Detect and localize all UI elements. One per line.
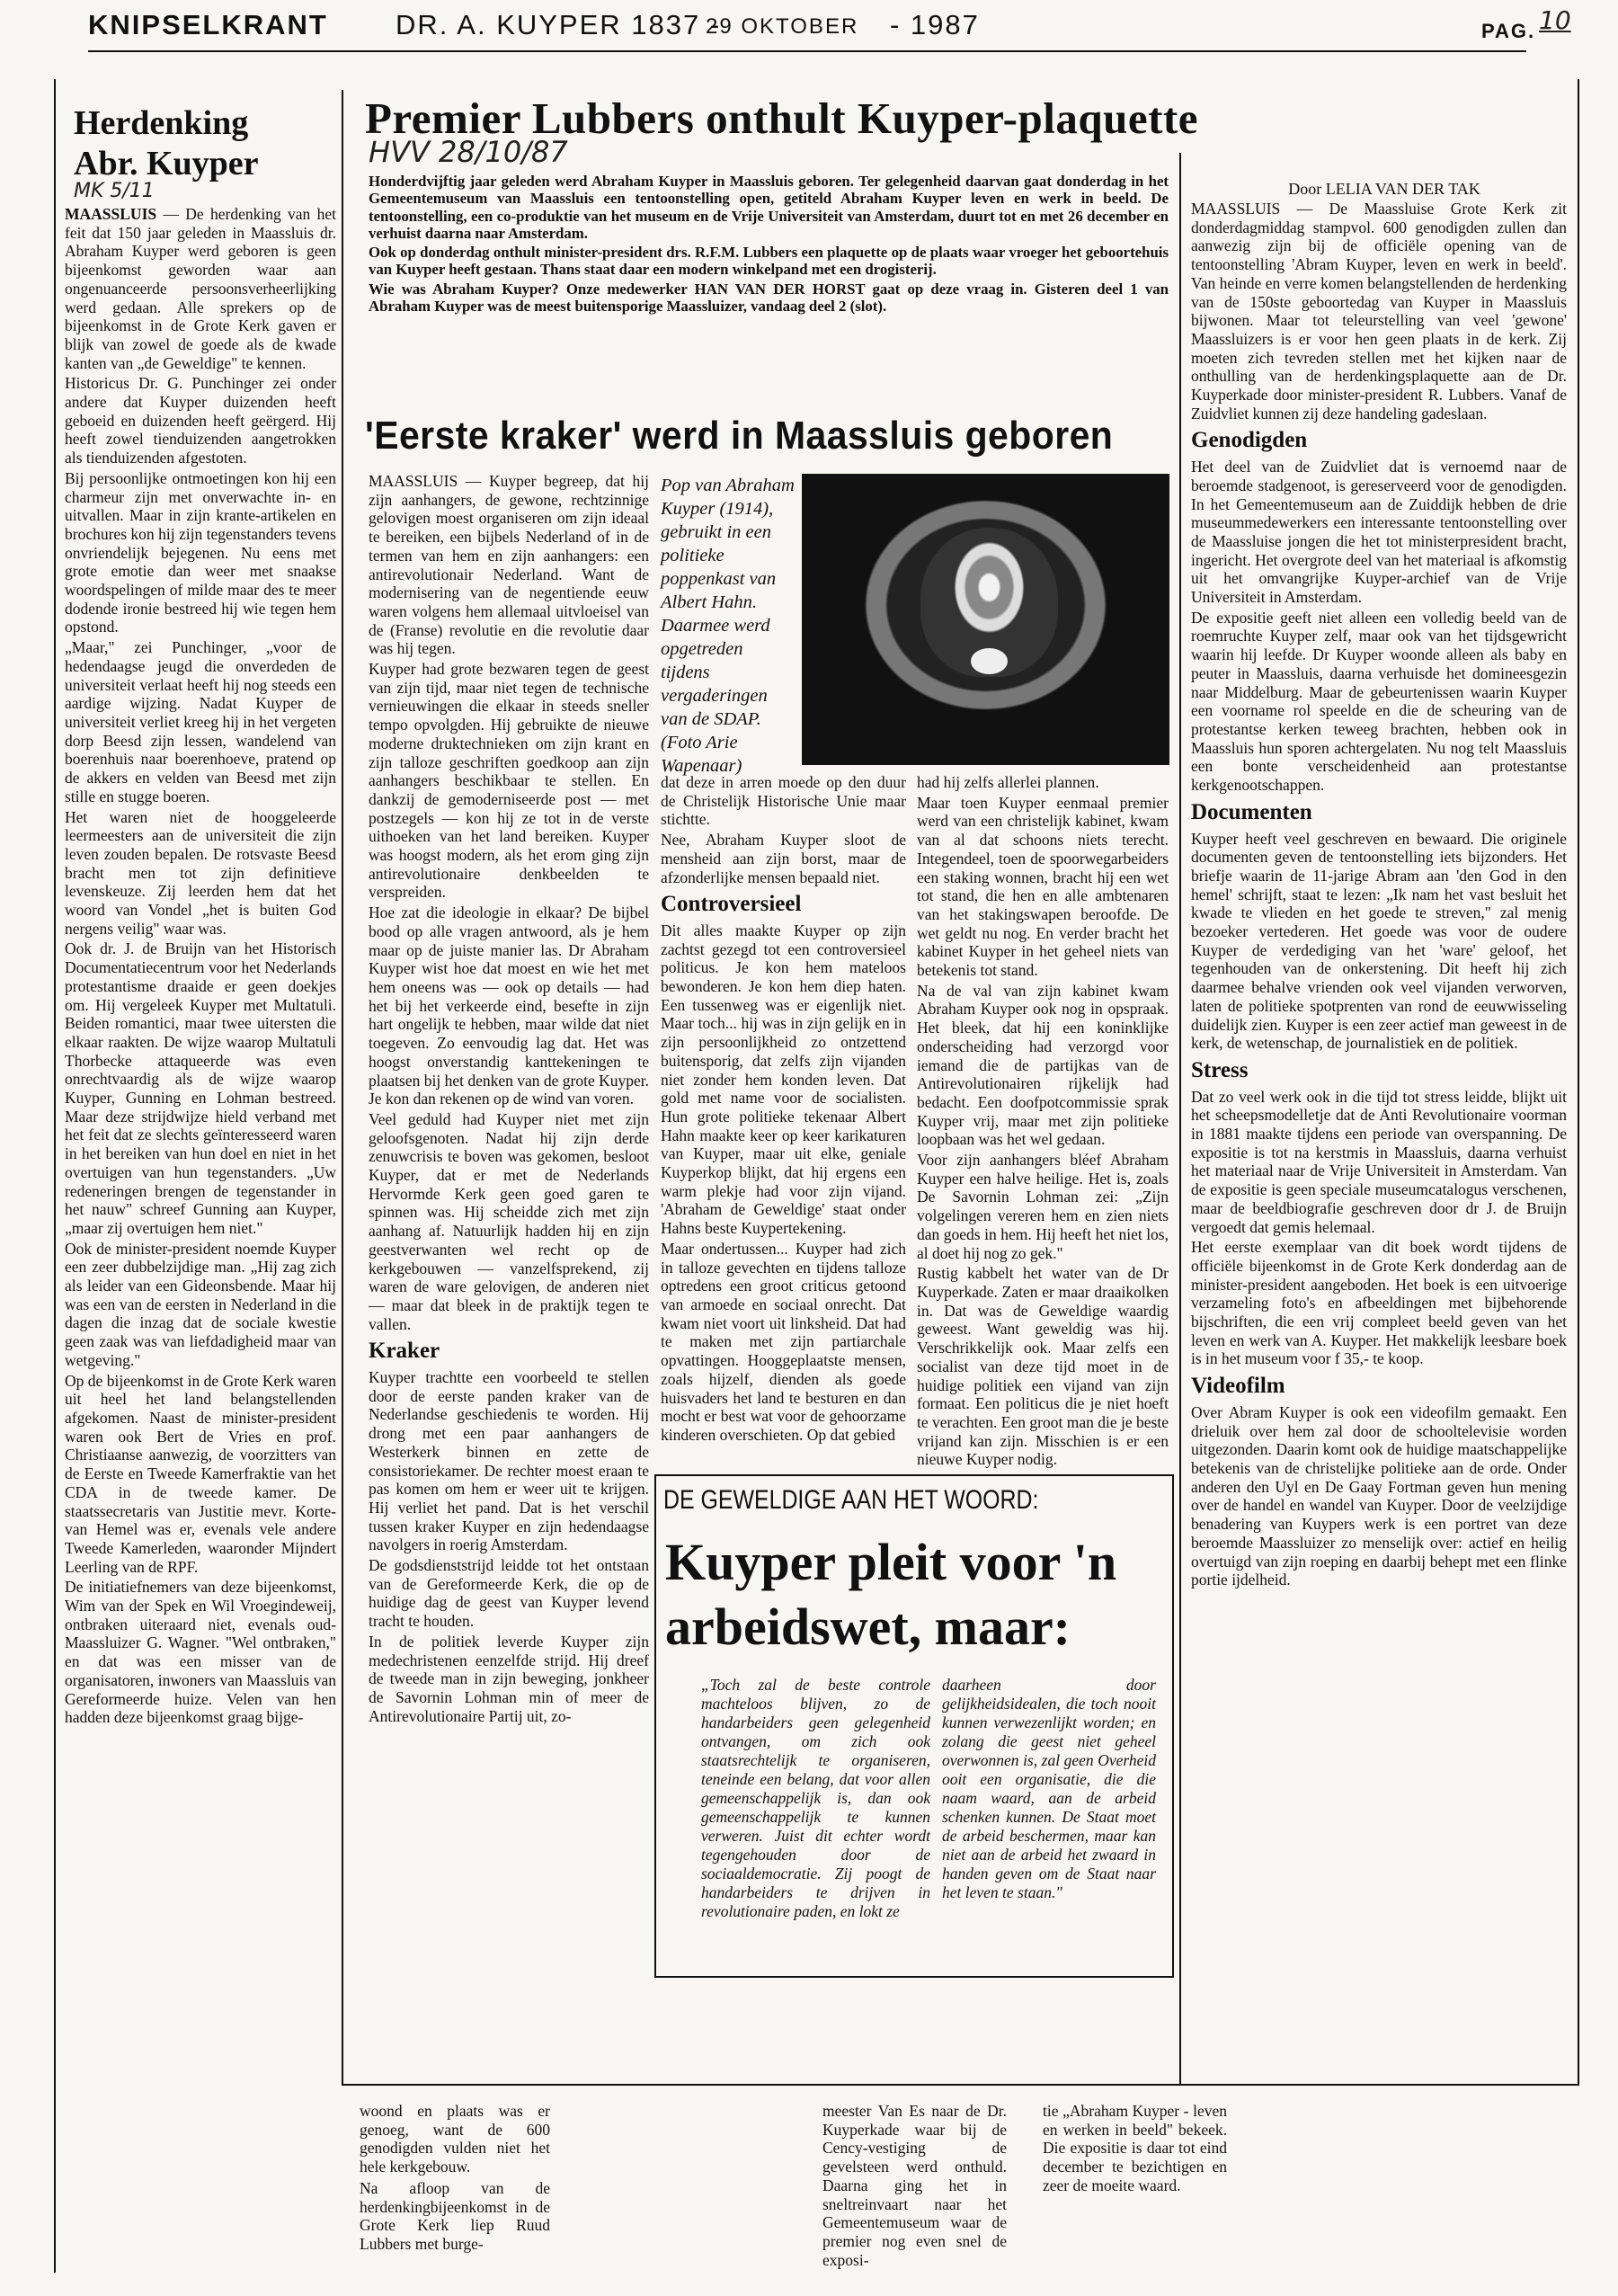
right-paragraph: Het deel van de Zuidvliet dat is vernoemd naar de beroemde stadgenoot, is gereserveerd voor de genodigden. In het Gemeentemuseum aan de Zuiddijk hebben de drie museummedewerkers een interessante tentoonstelling over de Maassluise jongen die het tot ministerpresident bracht, ingericht. Het overgrote deel van het materiaal is afkomstig uit het omvangrijke Kuyper-archief van de Vrije Universiteit in Amsterdam. (1191, 458, 1567, 607)
main-intro (369, 173, 1169, 408)
left-paragraph: „Maar," zei Punchinger, „voor de hedendaagse jeugd die onverdeden de universiteit verlaat heeft hij nog steeds een aardige wijzing. Nadat Kuyper de universiteit verliet kreeg hij in het vergeten dorp Beesd zijn lessen, wandelend van boerenhuis naar boerenhoeve, pratend op de akkers en velden van Beesd met zijn stille en stugge boeren. (65, 638, 336, 805)
subhead-videofilm: Videofilm (1191, 1374, 1285, 1399)
kuyper-puppet-photo-icon (802, 474, 1169, 765)
left-paragraph: De initiatiefnemers van deze bijeenkomst, Wim van der Spek en Wil Vroegindeweij, ontbraken uiteraard niet, evenals oud-Maassluizer G. Wagner. "Wel ontbraken," en dat was een misser van de organisatoren, inwoners van Maassluis van Gereformeerde huize. Velen van hen hadden deze bijeenkomst graag bijge- (65, 1578, 336, 1727)
photo-caption: Pop van Abraham Kuyper (1914), gebruikt in een politieke poppenkast van Albert Hahn. Daarmee werd opgetreden tijdens vergaderingen van de SDAP. (Foto Arie Wapenaar) (661, 476, 795, 776)
woord-title-1: Kuyper pleit voor 'n (665, 1533, 1117, 1591)
kraker-paragraph: De godsdienststrijd leidde tot het ontstaan van de Gereformeerde Kerk, die op de huidige dag de geest van Kuyper levend tracht te houden. (369, 1556, 649, 1631)
paper-name: KNIPSELKRANT (88, 9, 328, 40)
left-paragraph: — De herdenking van het feit dat 150 jaar geleden in Maassluis dr. Abraham Kuyper werd geboren is geen bijeenkomst geworden waar aan ongenuanceerde persoonsverheerlijking werd gedaan. Alle sprekers op de bijeenkomst in de Grote Kerk gaven er blijk van zowel de goede als de kwade kanten van „de Geweldige" te kennen. (65, 205, 337, 372)
intro-paragraph: Ook op donderdag onthult minister-president drs. R.F.M. Lubbers een plaquette op de plaats waar vroeger het geboortehuis van Kuyper heeft gestaan. Thans staat daar een modern winkelpand met een drogisterij. (369, 244, 1169, 279)
bottom-continuation-1: woond en plaats was er genoeg, want de 600 genodigden vulden niet het hele kerkgebouw. (360, 2102, 550, 2176)
left-handwritten-note: MK 5/11 (74, 180, 155, 202)
right-paragraph: MAASSLUIS — De Maassluise Grote Kerk zit donderdagmiddag stampvol. 600 genodigden zullen dan aanwezig zijn bij de officiële opening van de tentoonstelling 'Abram Kuyper, leven en werk in beeld'. Van heinde en verre komen belangstellenden de herdenking van de 150ste geboortedag van Kuyper in Maassluis bijwonen. Maar tot teleurstelling van veel 'gewone' Maassluizers is er voor hen geen plaats in de kerk. Zij moeten zich tevreden stellen met het kijken naar de onthulling van de herdenkingsplaquette aan de Dr. Kuyperkade door minister-president R. Lubbers. Vanaf de Zuidvliet kunnen zij deze handeling gadeslaan. (1191, 200, 1567, 423)
kraker-paragraph: MAASSLUIS — Kuyper begreep, dat hij zijn aanhangers, de gewone, rechtzinnige gelovigen moest organiseren om zijn ideaal te bereiken, een bijbels Nederland of in de termen van hem en zijn aanhangers: een antirevolutionair Nederland. Want de modernisering van de negentiende eeuw waren volgens hem allemaal uitvloeisel van de (Franse) revolutie en die revolutie daar was hij tegen. (369, 472, 649, 658)
left-title-1: Herdenking (74, 104, 249, 142)
left-paragraph: Ook de minister-president noemde Kuyper een zeer dubbelzijdige man. „Hij zag zich als leider van een Gideonsbende. Maar hij was een van de eersten in Nederland in die dagen die inzag dat de sociale kwestie geen zaak was van liefdadigheid maar van wetgeving." (65, 1239, 336, 1369)
subhead-kraker: Kraker (369, 1339, 440, 1364)
kraker-paragraph: dat deze in arren moede op den duur de Christelijk Historische Unie maar stichtte. (661, 773, 906, 829)
woord-quote-2: daarheen door gelijkheidsidealen, die toch nooit kunnen verwezenlijkt worden; en zolang die geest niet geheel overwonnen is, zal geen Overheid ooit een organisatie, die die naam waard, aan de arbeid schenken kunnen. De Staat moet de arbeid beschermen, maar kan niet aan de arbeid het zwaard in handen geven om de Staat naar het leven te staan." (942, 1676, 1156, 1901)
left-paragraph: Op de bijeenkomst in de Grote Kerk waren uit heel het land belangstellenden afgekomen. Naast de minister-president waren ook Bert de Vries en prof. Christiaanse aanwezig, de voorzitters van de Eerste en Tweede Kamerfraktie van het CDA in de tweede kamer. De staatssecretaris van Justitie mevr. Korte-van Hemel was er, evenals vele andere Tweede Kamerleden, waaronder Mijndert Leerling van de RPF. (65, 1371, 336, 1576)
page-number: 10 (1539, 5, 1571, 35)
column-divider-main (342, 90, 343, 2086)
woord-title-2: arbeidswet, maar: (665, 1597, 1071, 1656)
bottom-continuation-3: meester Van Es naar de Dr. Kuyperkade waar bij de Cency-vestiging de gevelsteen werd onthuld. Daarna ging het in sneltreinvaart naar het Gemeentemuseum waar de premier nog even snel de exposi- (822, 2102, 1007, 2269)
kraker-paragraph: Dit alles maakte Kuyper op zijn zachtst gezegd tot een controversieel politicus. Je kon hem mateloos bewonderen. Je kon hem diep haten. Een tussenweg was er eigenlijk niet. Maar toch... hij was in zijn gelijk en in zijn persoonlijkheid zo ontzettend buitensporig, dat zelfs zijn vijanden niet zonder hem konden leven. Dat gold met name voor de socialisten. Hun grote politieke tekenaar Albert Hahn maakte keer op keer karikaturen van Kuyper, maar uit elke, geniale Kuyperkop blijkt, dat hij ergens een warm plekje had voor zijn vijand. 'Abraham de Geweldige' staat onder Hahns beste Kuypertekening. (661, 921, 906, 1238)
page-label: PAG. (1481, 20, 1536, 42)
kraker-paragraph: had hij zelfs allerlei plannen. (917, 773, 1099, 791)
right-byline: Door LELIA VAN DER TAK (1288, 180, 1480, 198)
kraker-col2 (661, 773, 906, 1444)
right-article-body (1191, 200, 1567, 1978)
bottom-continuation-2: Na afloop van de herdenkingbijeenkomst in de Grote Kerk liep Ruud Lubbers met burge- (360, 2179, 550, 2254)
left-paragraph: Historicus Dr. G. Punchinger zei onder andere dat Kuyper duizenden heeft geboeid en duizenden heeft geërgerd. Hij heeft zowel tienduizenden aangetrokken als tienduizenden afgestoten. (65, 374, 336, 467)
kraker-headline: 'Eerste kraker' werd in Maassluis geboren (365, 414, 1114, 458)
clip-border-right (1578, 79, 1579, 2084)
left-paragraph: Het waren niet de hooggeleerde leermeesters aan de universiteit die zijn leven zouden bepalen. De rotsvaste Beesd bracht men tot zijn definitieve levenskeuze. Zij leerden hem dat het woord van Vondel „het is buiten God nergens veilig" waar was. (65, 807, 336, 938)
left-title-2: Abr. Kuyper (74, 145, 259, 182)
left-paragraph: Ook dr. J. de Bruijn van het Historisch Documentatiecentrum voor het Nederlands protestantisme draaide er geen doekjes om. Hij vergeleek Kuyper met Multatuli. Beiden romantici, maar twee uitersten die elkaar raakten. De wijze waarop Multatuli Thorbecke attaqueerde was even onrechtvaardig als de wijze waarop Kuyper, Gunning en Lohman bestreed. Maar deze strijdwijze hield verband met het feit dat ze slechts geïnteresseerd waren in het bereiken van hun doel en niet in het overtuigen van hun tegenstanders. „Uw redeneringen brengen de tegenstander in het nauw" schreef Gunning aan Kuyper, „maar zij overtuigen hem niet." (65, 939, 336, 1237)
column-divider-right (1179, 153, 1181, 2086)
kraker-col3 (917, 773, 1169, 1469)
subhead-stress: Stress (1191, 1057, 1249, 1082)
intro-paragraph: Wie was Abraham Kuyper? Onze medewerker HAN VAN DER HORST gaat op deze vraag in. Gisteren deel 1 van Abraham Kuyper was de meest buitensporige Maassluizer, vandaag deel 2 (slot). (369, 280, 1169, 316)
kraker-paragraph: Kuyper had grote bezwaren tegen de geest van zijn tijd, maar niet tegen de technische vernieuwingen die elkaar in steeds sneller tempo opvolgden. Hij gebruikte de nieuwe moderne druktechnieken om zijn krant en zijn talloze geschriften goedkoop aan zijn aanhangers beschikbaar te stellen. En dankzij de gemoderniseerde post — met postzegels — kon hij ze tot in de verste uithoeken van het land bereiken. Kuyper was hoogst modern, als het erom ging zijn antirevolutionaire denkbeelden te verspreiden. (369, 660, 649, 902)
subhead-genodigden: Genodigden (1191, 428, 1308, 453)
kraker-paragraph: Hoe zat die ideologie in elkaar? De bijbel bood op alle vragen antwoord, als je hem maar op de juiste manier las. Dr Abraham Kuyper wist hoe dat moest en wie het met hem oneens was — ook op details — had het bij het verkeerde eind, besefte in zijn hart ongelijk te hebben, maar wilde dat niet toegeven. Zo eenvoudig lag dat. Het was hoogst onverstandig kanttekeningen te plaatsen bij het denken van de grote Kuyper. Je kon dan rekenen op de wind van voren. (369, 903, 649, 1108)
right-paragraph: Het eerste exemplaar van dit boek wordt tijdens de officiële bijeenkomst in de Grote Kerk donderdag aan de minister-president aangeboden. Het boek is een uitvoerige verzameling foto's en afbeeldingen met bijbehorende bijschriften, die een vrij compleet beeld geven van het leven en werk van A. Kuyper. Het makkelijk leesbare boek is in het museum voor f 35,- te koop. (1191, 1238, 1567, 1368)
right-paragraph: Kuyper heeft veel geschreven en bewaard. Die originele documenten geven de tentoonstelling iets bijzonders. Het briefje waarin de 11-jarige Abram aan 'den God in den hemel' schrijft, staat te lezen: „Ik nam het vast besluit het kwade te vlieden en het goede te streven," zal menig bezoeker vertederen. Het goede was voor de oudere Kuyper de verdediging van het 'ware' geloof, het tegenhouden van de onkerstening. Dit heeft hij zich daarmee behalve vrienden ook veel vijanden verworven, laten de politieke spotprenten van rond de eeuwwisseling duidelijk zien. Kuyper is een zeer actief man geweest in de kerk, de wetenschap, de journalistiek en de politiek. (1191, 829, 1567, 1053)
left-article-body (65, 205, 336, 1983)
puppet-pipe-icon (971, 648, 1008, 674)
intro-paragraph: Honderdvijftig jaar geleden werd Abraham Kuyper in Maassluis geboren. Ter gelegenheid daarvan gaat donderdag in het Gemeentemuseum van Maassluis een tentoonstelling open, getiteld Abraham Kuyper leven en werk in beeld. De tentoonstelling, een co-produktie van het museum en de Vrije Universiteit van Amsterdam, duurt tot en met 26 december en verhuist daarna naar Amsterdam. (369, 173, 1169, 242)
right-paragraph: De expositie geeft niet alleen een volledig beeld van de roemruchte Kuyper zelf, maar ook van het tijdsgewricht waarin hij leefde. Dr Kuyper woonde alleen als baby en peuter in Maassluis, daarna verhuisde het domineesgezin naar Middelburg. Maar de gebeurtenissen waarin Kuyper een voorname rol speelde en die de scheuring van de protestantse kerken teweeg brachten, hebben ook in Maassluis hun sporen achtergelaten. Nu nog telt Maassluis een bonte verscheidenheid aan protestantse kerkgenootschappen. (1191, 608, 1567, 795)
bottom-continuation-4: tie „Abraham Kuyper - leven en werken in beeld" bekeek. Die expositie is daar tot eind december te bezichtigen en zeer de moeite waard. (1043, 2102, 1227, 2194)
clip-border-left (54, 79, 56, 2273)
bottom-strip-top-rule (342, 2084, 1579, 2086)
header-rule (88, 50, 1526, 52)
subhead-documenten: Documenten (1191, 799, 1312, 824)
clipping-year: - 1987 (890, 9, 980, 40)
kraker-col1 (369, 472, 649, 1942)
kraker-paragraph: Rustig kabbelt het water van de Dr Kuyperkade. Zaten er maar draaikolken in. Dat was de Geweldige waardig geweest. Want geweldig was hij. Verschrikkelijk ook. Maar zelfs een socialist van deze tijd moet in de huidige politiek een vijand van zijn formaat. Een politicus die je niet hoeft te verachten. Een groot man die je beste vrijand kan zijn. Misschien is er een nieuwe Kuyper nodig. (917, 1264, 1169, 1469)
kraker-paragraph: Maar ondertussen... Kuyper had zich in talloze gevechten en tijdens talloze optredens een groot criticus getoond van armoede en sociaal onrecht. Dat kwam niet voort uit linksheid. Dat had te maken met zijn partiarchale opvattingen. Hooggeplaatste mensen, zoals hijzelf, dienden als goede huisvaders het land te besturen en dan mocht er best wat voor de gehoorzame kinderen overschieten. Op dat gebied (661, 1239, 906, 1444)
subhead-controversieel: Controversieel (661, 892, 802, 917)
right-paragraph: Over Abram Kuyper is ook een videofilm gemaakt. Een drieluik over hem zal door de schooltelevisie worden uitgezonden. Daarin komt ook de huidige maatschappelijke betekenis van de christelijke politieke aan de orde. Onder anderen den Uyl en De Gaay Fortman geven hun mening over de handel en wandel van Kuyper. Door de veelzijdige benadering van Kuypers werk is een portret van deze beroemde Maassluizer zo menselijk over: actief en heilig overtuigd van zijn roeping en daarbij behept met een flinke portie ijdelheid. (1191, 1402, 1567, 1589)
clipping-date: 29 OKTOBER (706, 14, 859, 39)
main-handwritten-note: HVV 28/10/87 (369, 135, 568, 169)
kraker-paragraph: Kuyper trachtte een voorbeeld te stellen door de eerste panden kraker van de Nederlandse geschiedenis te worden. Hij drong met een paar aanhangers de Westerkerk binnen en zette de consistoriekamer. De rechter moest eraan te pas komen om hem er weer uit te krijgen. Hij verliet het pand. Dat is het verschil tussen kraker Kuyper en zijn hedendaagse navolgers in roerig Amsterdam. (369, 1368, 649, 1554)
woord-box (654, 1474, 1174, 1978)
kraker-paragraph: Nee, Abraham Kuyper sloot de mensheid aan zijn borst, maar de afzonderlijke mensen bepaald niet. (661, 831, 906, 886)
left-paragraph: Bij persoonlijke ontmoetingen kon hij een charmeur zijn met onverwachte in- en uitvallen. Maar in zijn krante-artikelen en brochures kon hij zijn tegenstanders tevens onvriendelijk bejegenen. Nu eens met grote emotie dan weer met snaakse woordspelingen of milde maar des te meer dodende ironie bestreed hij wie tegen hem opstond. (65, 468, 336, 636)
kraker-paragraph: In de politiek leverde Kuyper zijn medechristenen eenzelfde strijd. Hij dreef de tweede man in zijn beweging, jonkheer de Savornin Lohman min of meer de Antirevolutionaire Partij uit, zo- (369, 1632, 649, 1725)
right-paragraph: Dat zo veel werk ook in die tijd tot stress leidde, blijkt uit het scheepsmodelletje dat de Anti Revolutionaire voorman in 1881 maakte tijdens een periode van overspanning. De expositie is tot na kerstmis in Maassluis, daarna verhuist het materiaal naar de Vrije Universiteit in Amsterdam. Van de expositie is geen speciale museumcatalogus verschenen, maar de beeldbiografie geschreven door dr J. de Bruijn vergoedt dat gemis helemaal. (1191, 1087, 1567, 1236)
woord-quote-1: „Toch zal de beste controle machteloos blijven, zo de handarbeiders geen gelegenheid ontvangen, om zich ook staatsrechtelijk te organiseren, teneinde een belang, dat voor allen gemeenschappelijk is, dan ook gemeenschappelijk te kunnen verweren. Juist dit echter wordt tegengehouden door de sociaaldemocratie. Zij poogt de handarbeiders te drijven in revolutionaire paden, en lokt ze (701, 1676, 930, 1920)
kraker-paragraph: Veel geduld had Kuyper niet met zijn geloofsgenoten. Nadat hij zijn derde zenuwcrisis te boven was gekomen, besloot Kuyper, dat er met de Nederlands Hervormde Kerk geen goed garen te spinnen was. Hij scheidde zich met zijn aanhang af. Natuurlijk hadden hij en zijn geestverwanten wel recht op de kerkgebouwen — vanzelfsprekend, zij waren de ware gelovigen, de anderen niet — maar dat bleek in de praktijk tegen te vallen. (369, 1109, 649, 1333)
left-dateline: MAASSLUIS (65, 205, 157, 223)
kraker-paragraph: Maar toen Kuyper eenmaal premier werd van een christelijk kabinet, kwam van al dat schoons niets terecht. Integendeel, toen de spoorwegarbeiders een staking wonnen, bracht hij een wet tot stand, die hen en alle ambtenaren van het stakingswapen beroofde. De wet geldt nu nog. En verder bracht het kabinet Kuyper in het geheel niets van betekenis tot stand. (917, 793, 1169, 980)
woord-kicker: DE GEWELDIGE AAN HET WOORD: (663, 1485, 1039, 1515)
main-headline: Premier Lubbers onthult Kuyper-plaquette (365, 93, 1198, 143)
kraker-paragraph: Voor zijn aanhangers bléef Abraham Kuyper een halve heilige. Het is, zoals De Savornin Lohman zei: „Zijn volgelingen vereren hem en zien niets dan goeds in hem. Hij heeft het niet los, al doet hij nog zo gek." (917, 1151, 1169, 1262)
subject-title: DR. A. KUYPER 1837 - (396, 9, 722, 40)
kraker-paragraph: Na de val van zijn kabinet kwam Abraham Kuyper ook nog in opspraak. Het bleek, dat hij een koninklijke onderscheiding had verzorgd voor iemand die de partijkas van de Antirevolutionairen rijkelijk had bedacht. Een doofpotcommissie sprak Kuyper vrij, maar met zijn politieke loopbaan was het wel gedaan. (917, 981, 1169, 1149)
